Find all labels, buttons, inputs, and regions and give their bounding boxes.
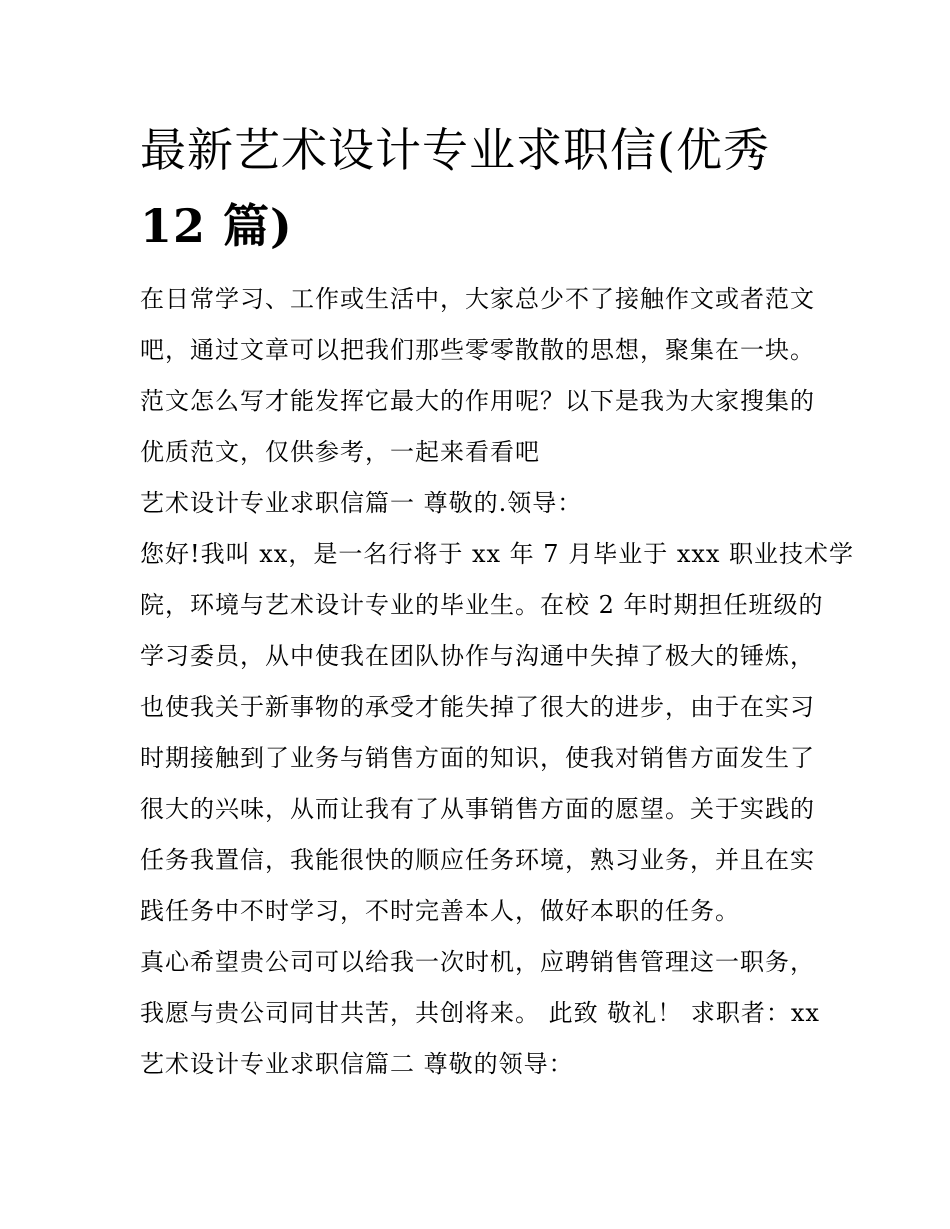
document-title (140, 112, 830, 264)
body-line: 践任务中不时学习，不时完善本人，做好本职的任务。 (140, 897, 740, 925)
body-line: 时期接触到了业务与销售方面的知识，使我对销售方面发生了 (140, 744, 815, 772)
body-line: 很大的兴味，从而让我有了从事销售方面的愿望。关于实践的 (140, 795, 815, 823)
body-line: 在日常学习、工作或生活中，大家总少不了接触作文或者范文 (140, 285, 815, 313)
title-line-1: 最新艺术设计专业求职信(优秀 (140, 123, 770, 177)
body-line: 院，环境与艺术设计专业的毕业生。在校 2 年时期担任班级的 (140, 591, 824, 619)
section-heading: 艺术设计专业求职信篇一 尊敬的.领导： (140, 489, 583, 517)
body-line: 真心希望贵公司可以给我一次时机，应聘销售管理这一职务， (140, 948, 815, 976)
body-line: 吧，通过文章可以把我们那些零零散散的思想，聚集在一块。 (140, 336, 815, 364)
body-line: 任务我置信，我能很快的顺应任务环境，熟习业务，并且在实 (140, 846, 815, 874)
body-line: 也使我关于新事物的承受才能失掉了很大的进步，由于在实习 (140, 693, 815, 721)
title-line-2: 12 篇) (140, 199, 293, 253)
body-line: 优质范文，仅供参考，一起来看看吧 (140, 438, 540, 466)
section-heading: 艺术设计专业求职信篇二 尊敬的领导： (140, 1050, 574, 1078)
body-line: 学习委员，从中使我在团队协作与沟通中失掉了极大的锤炼， (140, 642, 815, 670)
body-line: 我愿与贵公司同甘共苦，共创将来。 此致 敬礼！ 求职者：xx (140, 999, 820, 1027)
body-line: 范文怎么写才能发挥它最大的作用呢？以下是我为大家搜集的 (140, 387, 815, 415)
body-line: 您好!我叫 xx，是一名行将于 xx 年 7 月毕业于 xxx 职业技术学 (140, 540, 855, 568)
